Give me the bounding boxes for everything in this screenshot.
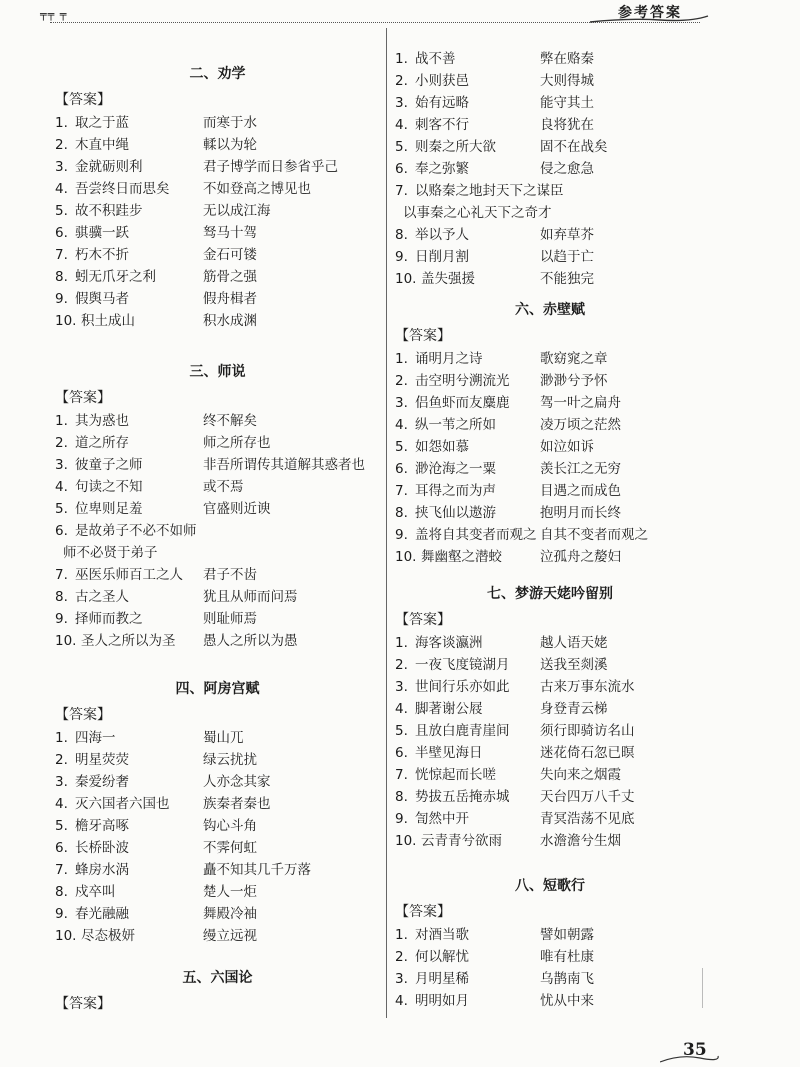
item-number: 2. — [395, 373, 408, 389]
item-number: 1. — [55, 730, 68, 746]
answer-label: 【答案】 — [395, 904, 451, 920]
section-shishuo — [55, 358, 380, 652]
answer-row — [395, 968, 705, 990]
item-number: 2. — [395, 73, 408, 89]
answer-row — [55, 859, 380, 881]
answer-first-line: 以赂秦之地封天下之谋臣 — [415, 183, 564, 199]
answer-row — [55, 608, 380, 630]
answer-second-line: 积水成渊 — [203, 313, 257, 329]
answer-second-line: 古来万事东流水 — [540, 679, 635, 695]
section-quanxue — [55, 60, 380, 332]
answer-first-line: 挟飞仙以遨游 — [415, 505, 496, 521]
answer-first-line: 吾尝终日而思矣 — [75, 181, 170, 197]
item-number: 9. — [55, 906, 68, 922]
answer-row — [55, 266, 380, 288]
answer-first-line: 半壁见海日 — [415, 745, 483, 761]
answer-second-line: 蜀山兀 — [203, 730, 244, 746]
item-number: 7. — [395, 767, 408, 783]
answer-first-line: 位卑则足羞 — [75, 501, 143, 517]
answer-first-line: 取之于蓝 — [75, 115, 129, 131]
item-number: 2. — [395, 657, 408, 673]
answer-row — [395, 524, 705, 546]
header-marks: ╤╤ ╤ — [40, 8, 68, 21]
item-number: 4. — [395, 701, 408, 717]
answer-first-line: 则秦之所大欲 — [415, 139, 496, 155]
answer-first-line: 刺客不行 — [415, 117, 469, 133]
item-number: 10. — [395, 549, 417, 565]
answer-row — [55, 586, 380, 608]
answer-first-line: 积土成山 — [81, 313, 135, 329]
item-number: 1. — [395, 351, 408, 367]
answer-row — [55, 881, 380, 903]
answer-row — [55, 630, 380, 652]
answer-second-line: 而寒于水 — [203, 115, 257, 131]
answer-first-line: 对酒当歌 — [415, 927, 469, 943]
answer-first-line: 一夜飞度镜湖月 — [415, 657, 510, 673]
answer-second-line: 愚人之所以为愚 — [203, 633, 298, 649]
answer-row — [55, 454, 380, 476]
answer-row — [395, 114, 705, 136]
answer-row — [395, 742, 705, 764]
answer-second-line: 乌鹊南飞 — [540, 971, 594, 987]
item-number: 9. — [55, 291, 68, 307]
answer-first-line: 假舆马者 — [75, 291, 129, 307]
item-number: 3. — [55, 457, 68, 473]
answer-second-line: 假舟楫者 — [203, 291, 257, 307]
answer-second-line: 唯有杜康 — [540, 949, 594, 965]
item-number: 8. — [395, 505, 408, 521]
answer-first-line: 骐骥一跃 — [75, 225, 129, 241]
answer-row — [55, 542, 380, 564]
answer-first-line: 恍惊起而长嗟 — [415, 767, 496, 783]
answer-first-line: 巫医乐师百工之人 — [75, 567, 183, 583]
item-number: 7. — [55, 247, 68, 263]
answer-second-line: 如泣如诉 — [540, 439, 594, 455]
answer-first-line: 故不积跬步 — [75, 203, 143, 219]
answer-second-line: 青冥浩荡不见底 — [540, 811, 635, 827]
answer-row — [395, 414, 705, 436]
answer-label: 【答案】 — [395, 328, 451, 344]
answer-row — [395, 546, 705, 568]
item-number: 2. — [395, 949, 408, 965]
answer-second-line: 舞殿冷袖 — [203, 906, 257, 922]
item-number: 6. — [55, 523, 68, 539]
answer-second-line: 送我至剡溪 — [540, 657, 608, 673]
answer-second-line: 终不解矣 — [203, 413, 257, 429]
answer-first-line: 海客谈瀛洲 — [415, 635, 483, 651]
answer-row — [55, 498, 380, 520]
answer-row — [395, 436, 705, 458]
answer-first-line: 小则获邑 — [415, 73, 469, 89]
answer-second-line: 渺渺兮予怀 — [540, 373, 608, 389]
item-number: 4. — [55, 479, 68, 495]
item-number: 6. — [395, 161, 408, 177]
item-number: 1. — [395, 635, 408, 651]
answer-second-line: 目遇之而成色 — [540, 483, 621, 499]
item-number: 6. — [55, 225, 68, 241]
answer-second-line: 无以成江海 — [203, 203, 271, 219]
answer-row — [55, 222, 380, 244]
answer-second-line: 以趋于亡 — [540, 249, 594, 265]
answer-row — [55, 727, 380, 749]
answer-second-line: 譬如朝露 — [540, 927, 594, 943]
answer-second-line: 族秦者秦也 — [203, 796, 271, 812]
item-number: 8. — [55, 269, 68, 285]
item-number: 9. — [395, 249, 408, 265]
answer-first-line: 尽态极妍 — [81, 928, 135, 944]
item-number: 9. — [395, 527, 408, 543]
answer-first-line: 战不善 — [415, 51, 456, 67]
answer-second-line: 能守其土 — [540, 95, 594, 111]
answer-second-line: 如弃草芥 — [540, 227, 594, 243]
answer-first-line: 木直中绳 — [75, 137, 129, 153]
answer-first-line: 道之所存 — [75, 435, 129, 451]
item-number: 2. — [55, 137, 68, 153]
answer-second-line: 良将犹在 — [540, 117, 594, 133]
answer-second-line: 侵之愈急 — [540, 161, 594, 177]
item-number: 3. — [395, 971, 408, 987]
answer-row — [55, 156, 380, 178]
answer-row — [395, 370, 705, 392]
answer-first-line: 长桥卧波 — [75, 840, 129, 856]
item-number: 8. — [395, 789, 408, 805]
answer-first-line: 其为惑也 — [75, 413, 129, 429]
answer-first-line: 侣鱼虾而友麋鹿 — [415, 395, 510, 411]
item-number: 7. — [395, 183, 408, 199]
answer-first-line: 脚著谢公屐 — [415, 701, 483, 717]
answer-first-line: 云青青兮欲雨 — [421, 833, 502, 849]
item-number: 4. — [395, 117, 408, 133]
item-number: 8. — [55, 589, 68, 605]
answer-second-line: 水澹澹兮生烟 — [540, 833, 621, 849]
answer-row — [55, 432, 380, 454]
answer-row — [395, 458, 705, 480]
item-number: 10. — [55, 313, 77, 329]
answer-second-line: 失向来之烟霞 — [540, 767, 621, 783]
section-title: 四、阿房宫赋 — [175, 681, 260, 697]
answer-row — [395, 48, 705, 70]
item-number: 5. — [395, 139, 408, 155]
answer-first-line: 奉之弥繁 — [415, 161, 469, 177]
answer-row — [55, 310, 380, 332]
answer-row — [55, 476, 380, 498]
answer-row — [395, 246, 705, 268]
answer-second-line: 不如登高之博见也 — [203, 181, 311, 197]
answer-first-line: 句读之不知 — [75, 479, 143, 495]
answer-first-line: 盖失强援 — [421, 271, 475, 287]
answer-row — [395, 158, 705, 180]
answer-first-line: 诵明月之诗 — [415, 351, 483, 367]
answer-row — [395, 698, 705, 720]
answer-label: 【答案】 — [55, 996, 111, 1012]
answer-second-line: 缦立远视 — [203, 928, 257, 944]
answer-first-line: 戍卒叫 — [75, 884, 116, 900]
answer-first-line: 四海一 — [75, 730, 116, 746]
answer-first-line: 始有远略 — [415, 95, 469, 111]
answer-row — [395, 202, 705, 224]
answer-second-line: 不霁何虹 — [203, 840, 257, 856]
answer-label: 【答案】 — [395, 612, 451, 628]
answer-second-line: 大则得城 — [540, 73, 594, 89]
answer-row — [55, 815, 380, 837]
answer-second-line: 歌窈窕之章 — [540, 351, 608, 367]
column-divider — [386, 28, 387, 1018]
answer-first-line: 舞幽壑之潜蛟 — [421, 549, 502, 565]
item-number: 9. — [395, 811, 408, 827]
answer-second-line: 矗不知其几千万落 — [203, 862, 311, 878]
item-number: 7. — [395, 483, 408, 499]
answer-row — [395, 632, 705, 654]
answer-row — [395, 720, 705, 742]
section-liuguo-continued — [395, 48, 705, 290]
answer-row — [55, 288, 380, 310]
answer-row — [395, 180, 705, 202]
item-number: 2. — [55, 435, 68, 451]
item-number: 10. — [395, 833, 417, 849]
answer-first-line: 师不必贤于弟子 — [63, 545, 158, 561]
answer-row — [55, 564, 380, 586]
answer-second-line: 君子不齿 — [203, 567, 257, 583]
answer-first-line: 春光融融 — [75, 906, 129, 922]
answer-second-line: 非吾所谓传其道解其惑者也 — [203, 457, 365, 473]
answer-second-line: 则耻师焉 — [203, 611, 257, 627]
answer-row — [395, 92, 705, 114]
item-number: 3. — [55, 159, 68, 175]
answer-second-line: 忧从中来 — [540, 993, 594, 1009]
answer-first-line: 灭六国者六国也 — [75, 796, 170, 812]
answer-first-line: 朽木不折 — [75, 247, 129, 263]
answer-second-line: 迷花倚石忽已暝 — [540, 745, 635, 761]
answer-first-line: 蜂房水涡 — [75, 862, 129, 878]
item-number: 3. — [395, 679, 408, 695]
answer-row — [55, 520, 380, 542]
answer-first-line: 古之圣人 — [75, 589, 129, 605]
answer-first-line: 彼童子之师 — [75, 457, 143, 473]
answer-second-line: 羡长江之无穷 — [540, 461, 621, 477]
answer-first-line: 圣人之所以为圣 — [81, 633, 176, 649]
answer-second-line: 官盛则近谀 — [203, 501, 271, 517]
item-number: 1. — [55, 413, 68, 429]
item-number: 5. — [55, 501, 68, 517]
item-number: 6. — [395, 745, 408, 761]
answer-row — [55, 200, 380, 222]
item-number: 6. — [395, 461, 408, 477]
answer-row — [55, 793, 380, 815]
item-number: 10. — [55, 928, 77, 944]
answer-row — [395, 480, 705, 502]
item-number: 7. — [55, 862, 68, 878]
answer-second-line: 驾一叶之扁舟 — [540, 395, 621, 411]
item-number: 4. — [395, 417, 408, 433]
item-number: 4. — [55, 796, 68, 812]
answer-second-line: 天台四万八千丈 — [540, 789, 635, 805]
answer-first-line: 是故弟子不必不如师 — [75, 523, 197, 539]
answer-first-line: 且放白鹿青崖间 — [415, 723, 510, 739]
answer-first-line: 世间行乐亦如此 — [415, 679, 510, 695]
section-title: 二、劝学 — [189, 66, 246, 82]
answer-first-line: 何以解忧 — [415, 949, 469, 965]
item-number: 1. — [55, 115, 68, 131]
page-number: 35 — [683, 1040, 707, 1060]
answer-first-line: 势拔五岳掩赤城 — [415, 789, 510, 805]
section-chibi — [395, 296, 705, 568]
answer-row — [55, 837, 380, 859]
answer-second-line: 身登青云梯 — [540, 701, 608, 717]
item-number: 3. — [395, 395, 408, 411]
answer-first-line: 如怨如慕 — [415, 439, 469, 455]
answer-second-line: 凌万顷之茫然 — [540, 417, 621, 433]
answer-first-line: 击空明兮溯流光 — [415, 373, 510, 389]
answer-first-line: 择师而教之 — [75, 611, 143, 627]
section-efang — [55, 675, 380, 947]
answer-row — [395, 946, 705, 968]
item-number: 5. — [395, 439, 408, 455]
answer-first-line: 举以予人 — [415, 227, 469, 243]
answer-row — [395, 392, 705, 414]
section-title: 八、短歌行 — [515, 878, 585, 894]
item-number: 10. — [55, 633, 77, 649]
answer-row — [395, 502, 705, 524]
section-title: 五、六国论 — [182, 970, 253, 986]
answer-second-line: 驽马十驾 — [203, 225, 257, 241]
answer-second-line: 金石可镂 — [203, 247, 257, 263]
answer-row — [395, 268, 705, 290]
item-number: 1. — [395, 927, 408, 943]
answer-second-line: 君子博学而日参省乎己 — [203, 159, 338, 175]
answer-row — [395, 990, 705, 1012]
item-number: 4. — [395, 993, 408, 1009]
answer-row — [55, 410, 380, 432]
answer-second-line: 弊在赂秦 — [540, 51, 594, 67]
answer-first-line: 日削月割 — [415, 249, 469, 265]
item-number: 8. — [395, 227, 408, 243]
answer-second-line: 楚人一炬 — [203, 884, 257, 900]
answer-row — [395, 224, 705, 246]
answer-row — [55, 244, 380, 266]
page-number-swash — [660, 1052, 720, 1066]
answer-first-line: 明明如月 — [415, 993, 469, 1009]
answer-row — [395, 654, 705, 676]
answer-row — [55, 903, 380, 925]
page-header-title: 参考答案 — [618, 5, 682, 21]
section-title: 六、赤壁赋 — [515, 302, 585, 318]
item-number: 6. — [55, 840, 68, 856]
answer-row — [55, 925, 380, 947]
answer-row — [395, 136, 705, 158]
answer-first-line: 訇然中开 — [415, 811, 469, 827]
answer-second-line: 筋骨之强 — [203, 269, 257, 285]
answer-row — [395, 924, 705, 946]
item-number: 9. — [55, 611, 68, 627]
answer-second-line: 泣孤舟之嫠妇 — [540, 549, 621, 565]
answer-first-line: 明星荧荧 — [75, 752, 129, 768]
answer-row — [395, 676, 705, 698]
item-number: 4. — [55, 181, 68, 197]
answer-row — [395, 70, 705, 92]
answer-label: 【答案】 — [55, 707, 111, 723]
answer-first-line: 秦爱纷奢 — [75, 774, 129, 790]
answer-second-line: 固不在战矣 — [540, 139, 608, 155]
answer-row — [395, 764, 705, 786]
answer-first-line: 纵一苇之所如 — [415, 417, 496, 433]
section-title: 七、梦游天姥吟留别 — [487, 586, 613, 602]
answer-first-line: 檐牙高啄 — [75, 818, 129, 834]
answer-row — [395, 348, 705, 370]
answer-second-line: 越人语天姥 — [540, 635, 608, 651]
item-number: 8. — [55, 884, 68, 900]
answer-label: 【答案】 — [55, 390, 111, 406]
section-duangexing — [395, 872, 705, 1012]
item-number: 5. — [55, 203, 68, 219]
item-number: 3. — [55, 774, 68, 790]
answer-row — [55, 134, 380, 156]
item-number: 3. — [395, 95, 408, 111]
answer-first-line: 月明星稀 — [415, 971, 469, 987]
answer-row — [55, 771, 380, 793]
answer-second-line: 輮以为轮 — [203, 137, 257, 153]
answer-first-line: 金就砺则利 — [75, 159, 143, 175]
answer-second-line: 或不焉 — [203, 479, 244, 495]
answer-row — [395, 808, 705, 830]
answer-second-line: 犹且从师而问焉 — [203, 589, 298, 605]
section-mengyou — [395, 580, 705, 852]
item-number: 5. — [55, 818, 68, 834]
section-title: 三、师说 — [189, 364, 246, 380]
answer-row — [55, 112, 380, 134]
answer-second-line: 钩心斗角 — [203, 818, 257, 834]
margin-mark — [702, 968, 703, 1008]
answer-second-line: 须行即骑访名山 — [540, 723, 635, 739]
answer-row — [55, 178, 380, 200]
item-number: 1. — [395, 51, 408, 67]
answer-first-line: 以事秦之心礼天下之奇才 — [403, 205, 552, 221]
answer-second-line: 不能独完 — [540, 271, 594, 287]
item-number: 7. — [55, 567, 68, 583]
answer-row — [55, 749, 380, 771]
section-liuguo-start — [55, 964, 380, 1016]
answer-first-line: 蚓无爪牙之利 — [75, 269, 156, 285]
answer-first-line: 渺沧海之一粟 — [415, 461, 496, 477]
answer-second-line: 师之所存也 — [203, 435, 271, 451]
answer-second-line: 人亦念其家 — [203, 774, 271, 790]
item-number: 5. — [395, 723, 408, 739]
item-number: 2. — [55, 752, 68, 768]
answer-first-line: 盖将自其变者而观之 — [415, 527, 537, 543]
answer-label: 【答案】 — [55, 92, 111, 108]
answer-second-line: 自其不变者而观之 — [540, 527, 648, 543]
answer-row — [395, 830, 705, 852]
item-number: 10. — [395, 271, 417, 287]
answer-row — [395, 786, 705, 808]
answer-second-line: 抱明月而长终 — [540, 505, 621, 521]
answer-second-line: 绿云扰扰 — [203, 752, 257, 768]
answer-first-line: 耳得之而为声 — [415, 483, 496, 499]
